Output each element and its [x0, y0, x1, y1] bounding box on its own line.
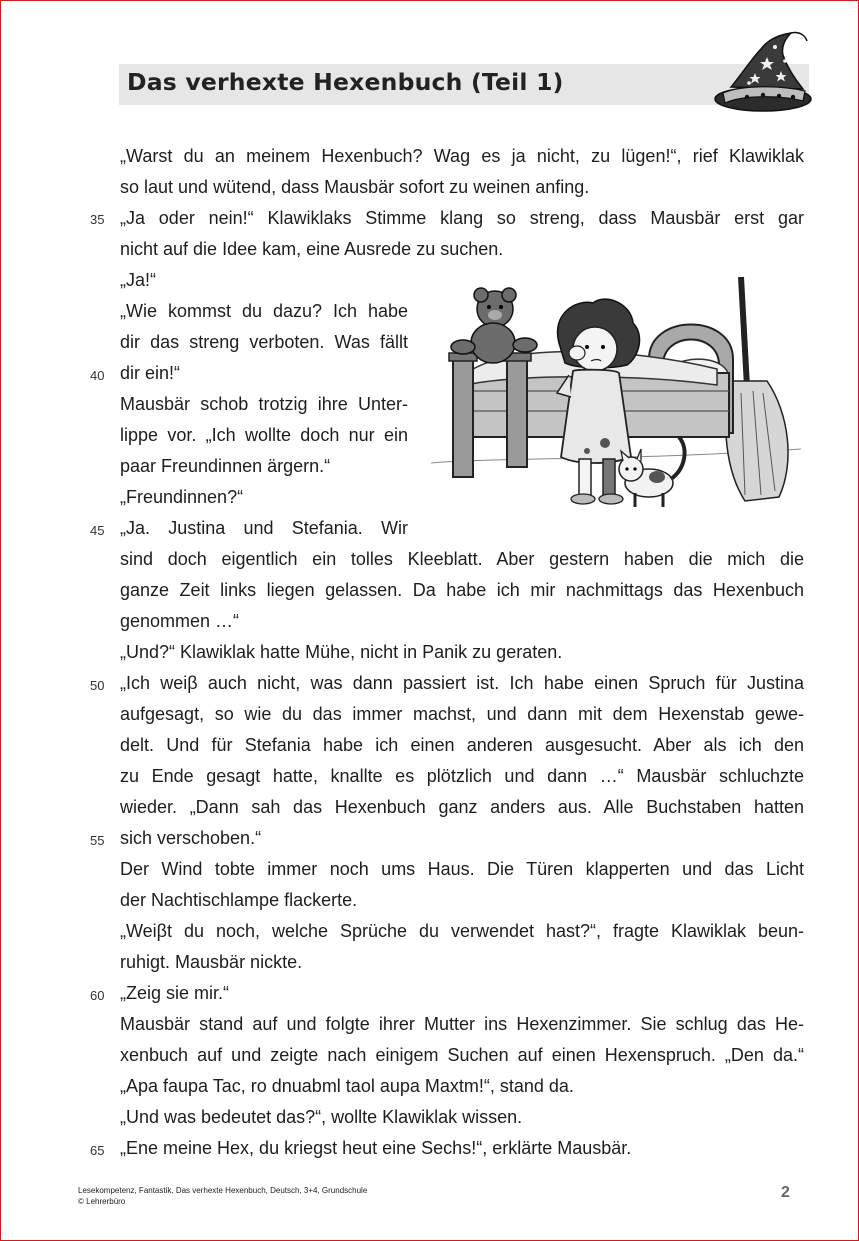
footer [78, 1185, 367, 1207]
text-line: ganze Zeit links liegen gelassen. Da habe ich mir nachmittags das Hexenbuch [120, 580, 804, 600]
text-line: „Und was bedeutet das?“, wollte Klawiklak wissen. [120, 1107, 523, 1127]
text-line: nicht auf die Idee kam, eine Ausrede zu suchen. [120, 239, 504, 259]
text-line: dir ein!“ [120, 363, 181, 383]
text-line: „Apa faupa Tac, ro dnuabml taol aupa Maxtm!“, stand da. [120, 1076, 574, 1096]
line-number: 45 [90, 523, 105, 538]
text-line: xenbuch auf und zeigte nach einigem Suchen auf einen Hexenspruch. „Den da.“ [120, 1045, 804, 1065]
footer-credit: Lesekompetenz, Fantastik, Das verhexte Hexenbuch, Deutsch, 3+4, Grundschule [78, 1186, 368, 1195]
text-line: Mausbär schob trotzig ihre Unter- [120, 394, 408, 414]
text-line: sind doch eigentlich ein tolles Kleeblatt. Aber gestern haben die mich die [120, 549, 804, 569]
line-number: 55 [90, 833, 105, 848]
line-number: 65 [90, 1143, 105, 1158]
text-line: sich verschoben.“ [120, 828, 262, 848]
text-line: „Weiβt du noch, welche Sprüche du verwendet hast?“, fragte Klawiklak beun- [120, 921, 804, 941]
text-line: genommen …“ [120, 611, 240, 631]
text-line: „Warst du an meinem Hexenbuch? Wag es ja nicht, zu lügen!“, rief Klawiklak [120, 146, 804, 166]
text-line: „Ja. Justina und Stefania. Wir [120, 518, 408, 538]
page-number: 2 [781, 1184, 790, 1201]
text-line: „Ene meine Hex, du kriegst heut eine Sechs!“, erklärte Mausbär. [120, 1138, 632, 1158]
text-line: paar Freundinnen ärgern.“ [120, 456, 331, 476]
illustration-girl-with-bed [427, 273, 805, 523]
text-line: aufgesagt, so wie du das immer machst, und dann mit dem Hexenstab gewe- [120, 704, 804, 724]
line-number: 60 [90, 988, 105, 1003]
text-line: „Und?“ Klawiklak hatte Mühe, nicht in Panik zu geraten. [120, 642, 563, 662]
witch-hat-icon [711, 27, 819, 119]
text-line: ruhigt. Mausbär nickte. [120, 952, 303, 972]
text-line: „Wie kommst du dazu? Ich habe [120, 301, 408, 321]
footer-copyright: © Lehrerbüro [78, 1197, 126, 1206]
text-line: Mausbär stand auf und folgte ihrer Mutter ins Hexenzimmer. Sie schlug das He- [120, 1014, 804, 1034]
text-line: zu Ende gesagt hatte, knallte es plötzlich und dann …“ Mausbär schluchzte [120, 766, 804, 786]
text-line: „Ich weiβ auch nicht, was dann passiert ist. Ich habe einen Spruch für Justina [120, 673, 804, 693]
line-number: 35 [90, 212, 105, 227]
text-line: „Freundinnen?“ [120, 487, 244, 507]
text-line: delt. Und für Stefania habe ich einen anderen ausgesucht. Aber als ich den [120, 735, 804, 755]
text-line: „Ja oder nein!“ Klawiklaks Stimme klang so streng, dass Mausbär erst gar [120, 208, 804, 228]
text-line: Der Wind tobte immer noch ums Haus. Die Türen klapperten und das Licht [120, 859, 804, 879]
text-line: so laut und wütend, dass Mausbär sofort zu weinen anfing. [120, 177, 590, 197]
line-number: 50 [90, 678, 105, 693]
text-line: der Nachtischlampe flackerte. [120, 890, 358, 910]
text-line: dir das streng verboten. Was fällt [120, 332, 408, 352]
text-line: „Zeig sie mir.“ [120, 983, 230, 1003]
page-title: Das verhexte Hexenbuch (Teil 1) [127, 68, 564, 96]
text-line: „Ja!“ [120, 270, 156, 290]
text-line: wieder. „Dann sah das Hexenbuch ganz anders aus. Alle Buchstaben hatten [120, 797, 804, 817]
text-line: lippe vor. „Ich wollte doch nur ein [120, 425, 408, 445]
line-number: 40 [90, 368, 105, 383]
